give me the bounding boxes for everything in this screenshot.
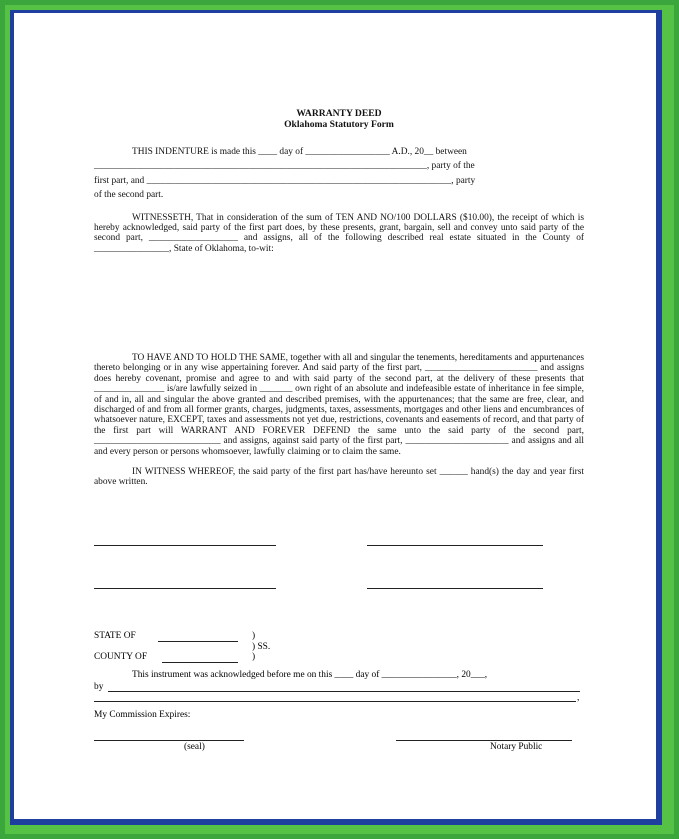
by-name-field-1[interactable]	[108, 691, 580, 692]
signature-line-4[interactable]	[367, 588, 543, 589]
ss-label: ) SS.	[252, 642, 271, 652]
signature-line-3[interactable]	[94, 588, 276, 589]
document-title: WARRANTY DEED	[296, 108, 382, 119]
county-paren: )	[252, 652, 256, 662]
state-paren: )	[252, 631, 256, 641]
notary-public-label: Notary Public	[490, 742, 543, 752]
indenture-line-1: THIS INDENTURE is made this ____ day of __________________ A.D., 20__ between	[132, 147, 467, 157]
commission-expires-label: My Commission Expires:	[94, 710, 191, 720]
document-subtitle: Oklahoma Statutory Form	[284, 119, 394, 130]
by-name-field-2[interactable]	[94, 701, 576, 702]
witnesseth-paragraph: WITNESSETH, That in consideration of the sum of TEN AND NO/100 DOLLARS ($10.00), the receipt of which is hereby acknowledged, said party of the first part does, by these presents, grant, bargain, sell and convey unto said party of the second part, ___________________ and assigns, all of the following described real estate situated in the County of ________________, State of Oklahoma, to-wit:	[94, 212, 584, 254]
state-of-label: STATE OF	[94, 631, 136, 641]
county-of-label: COUNTY OF	[94, 652, 148, 662]
indenture-line-2: _______________________________________________________________________, party of the	[94, 161, 475, 172]
warranty-deed-form	[94, 108, 584, 254]
commission-date-line[interactable]	[94, 740, 244, 741]
seal-label: (seal)	[184, 742, 205, 752]
acknowledged-line: This instrument was acknowledged before me on this ____ day of ________________, 20___,	[132, 670, 488, 680]
indenture-line-3: first part, and _________________________________________________________________, party	[94, 175, 476, 186]
by-comma: ,	[577, 693, 580, 703]
in-witness-paragraph: IN WITNESS WHEREOF, the said party of the first part has/have hereunto set ______ hand(s) the day and year first above written.	[94, 467, 584, 488]
habendum-section	[94, 353, 584, 488]
by-label: by	[94, 682, 104, 692]
signature-line-2[interactable]	[367, 545, 543, 546]
state-field[interactable]	[158, 641, 238, 642]
indenture-line-4: of the second part.	[94, 190, 164, 201]
document-page	[14, 13, 656, 819]
signature-line-1[interactable]	[94, 545, 276, 546]
notary-signature-line[interactable]	[396, 740, 572, 741]
habendum-paragraph: TO HAVE AND TO HOLD THE SAME, together with all and singular the tenements, hereditaments and appurtenances thereto belonging or in any wise appertaining forever. And said party of the first part, ________________________ and assigns does hereby covenant, promise and agree to and with said party of the second part, at the delivery of these presents that _______________ is/are lawfully seized in _______ own right of an absolute and indefeasible estate of inheritance in fee simple, of and in, all and singular the above granted and described premises, with the appurtenances; that the same are free, clear, and discharged of and from all former grants, charges, judgments, taxes, assessments, mortgages and other liens and encumbrances of whatsoever nature, EXCEPT, taxes and assessments not yet due, restrictions, covenants and easements of record, and that party of the first part will WARRANT AND FOREVER DEFEND the same unto the said party of the second part, ___________________________ and assigns, against said party of the first part, ______________________ and assigns and all and every person or persons whomsoever, lawfully claiming or to claim the same.	[94, 353, 584, 457]
county-field[interactable]	[162, 662, 238, 663]
